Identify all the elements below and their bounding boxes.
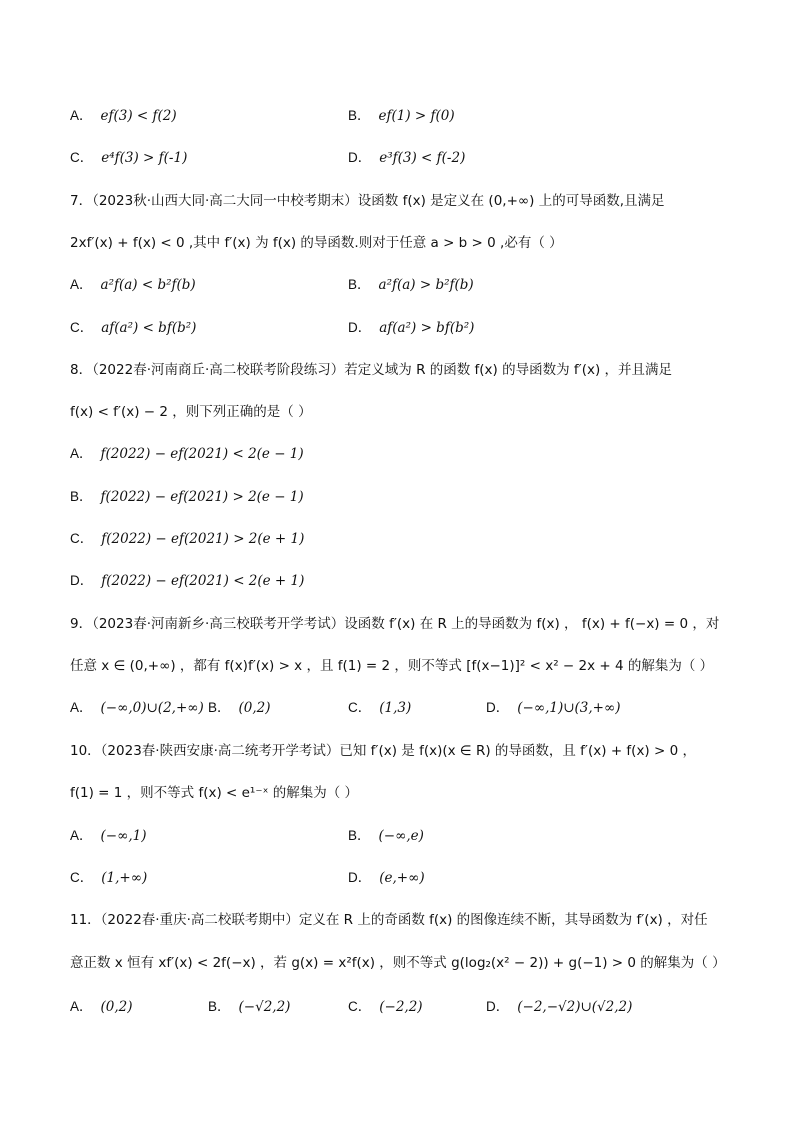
option-text: (1,3) [379,700,412,716]
q9-option-a [70,698,204,718]
q9-stem-line1: 9．（2023春·河南新乡·高三校联考开学考试）设函数 f′(x) 在 R 上的导函数为 f(x) ， f(x) + f(−x) = 0 ，对 [70,616,720,632]
option-text: f(2022) − ef(2021) < 2(e − 1) [100,446,304,462]
option-letter: A． [70,108,93,123]
option-letter: A． [70,277,93,292]
option-text: f(2022) − ef(2021) > 2(e + 1) [101,531,305,547]
q7-stem-line1: 7．（2023秋·山西大同·高二大同一中校考期末）设函数 f(x) 是定义在 (0,+∞) 上的可导函数,且满足 [70,193,665,209]
q9-option-b [208,698,271,718]
q9-stem-line2: 任意 x ∈ (0,+∞) ，都有 f(x)f′(x) > x ，且 f(1) = 2 ，则不等式 [f(x−1)]² < x² − 2x + 4 的解集为（ ） [70,658,714,674]
option-letter: A． [70,446,93,461]
option-letter: A． [70,828,93,843]
option-letter: A． [70,700,93,715]
q9-option-c [348,698,411,718]
q8-option-d [70,571,304,591]
option-letter: B． [348,108,371,123]
option-letter: B． [208,700,231,715]
q7-option-d [348,318,474,338]
option-letter: D． [348,320,372,335]
option-text: (−∞,1)∪(3,+∞) [517,700,621,716]
option-text: (−√2,2) [238,999,291,1015]
option-text: (0,2) [238,700,271,716]
option-letter: D． [348,870,372,885]
option-text: e³f(3) < f(-2) [379,150,466,166]
option-text: (0,2) [100,999,133,1015]
option-letter: D． [70,573,94,588]
option-text: (−2,2) [379,999,423,1015]
option-letter: C． [70,320,94,335]
option-letter: B． [70,489,93,504]
option-text: e⁴f(3) > f(-1) [101,150,188,166]
q10-option-d [348,868,425,888]
q10-option-c [70,868,147,888]
option-text: (−∞,e) [378,828,424,844]
q10-stem-line1: 10．（2023春·陕西安康·高二统考开学考试）已知 f′(x) 是 f(x)(x ∈ R) 的导函数，且 f′(x) + f(x) > 0 ， [70,743,696,759]
option-text: (−∞,0)∪(2,+∞) [100,700,204,716]
option-text: af(a²) < bf(b²) [101,320,197,336]
q6-option-d [348,148,465,168]
option-text: (−∞,1) [100,828,147,844]
option-letter: D． [486,999,510,1014]
q7-option-b [348,275,474,295]
q6-option-a [70,106,177,126]
option-text: (e,+∞) [379,870,425,886]
option-letter: C． [70,150,94,165]
option-text: ef(1) > f(0) [378,108,455,124]
q11-option-a [70,997,133,1017]
option-letter: B． [208,999,231,1014]
option-text: af(a²) > bf(b²) [379,320,475,336]
option-letter: C． [348,999,372,1014]
q8-option-b [70,487,304,507]
option-letter: C． [70,870,94,885]
option-text: a²f(a) < b²f(b) [100,277,196,293]
option-letter: D． [486,700,510,715]
option-text: (−2,−√2)∪(√2,2) [517,999,633,1015]
q11-stem-line1: 11．（2022春·重庆·高二校联考期中）定义在 R 上的奇函数 f(x) 的图像连续不断，其导函数为 f′(x) ，对任 [70,912,708,928]
q8-stem-line2: f(x) < f′(x) − 2 ，则下列正确的是（ ） [70,404,312,420]
q7-option-c [70,318,196,338]
option-letter: B． [348,828,371,843]
q6-option-b [348,106,455,126]
q11-option-d [486,997,632,1017]
option-text: f(2022) − ef(2021) > 2(e − 1) [100,489,304,505]
option-text: ef(3) < f(2) [100,108,177,124]
q10-option-a [70,826,147,846]
q11-option-c [348,997,423,1017]
option-letter: A． [70,999,93,1014]
q6-option-c [70,148,187,168]
q7-option-a [70,275,196,295]
q10-stem-line2: f(1) = 1 ，则不等式 f(x) < e¹⁻ˣ 的解集为（ ） [70,785,359,801]
option-text: a²f(a) > b²f(b) [378,277,474,293]
q11-option-b [208,997,290,1017]
q8-option-a [70,444,304,464]
q10-option-b [348,826,424,846]
q11-stem-line2: 意正数 x 恒有 xf′(x) < 2f(−x) ，若 g(x) = x²f(x) ，则不等式 g(log₂(x² − 2)) + g(−1) > 0 的解集为（ ） [70,955,726,971]
q7-stem-line2: 2xf′(x) + f(x) < 0 ,其中 f′(x) 为 f(x) 的导函数.则对于任意 a > b > 0 ,必有（ ） [70,235,563,251]
option-letter: C． [348,700,372,715]
option-letter: D． [348,150,372,165]
option-text: (1,+∞) [101,870,148,886]
option-letter: B． [348,277,371,292]
option-letter: C． [70,531,94,546]
q8-stem-line1: 8．（2022春·河南商丘·高二校联考阶段练习）若定义域为 R 的函数 f(x) 的导函数为 f′(x) ，并且满足 [70,362,673,378]
q8-option-c [70,529,304,549]
option-text: f(2022) − ef(2021) < 2(e + 1) [101,573,305,589]
q9-option-d [486,698,621,718]
